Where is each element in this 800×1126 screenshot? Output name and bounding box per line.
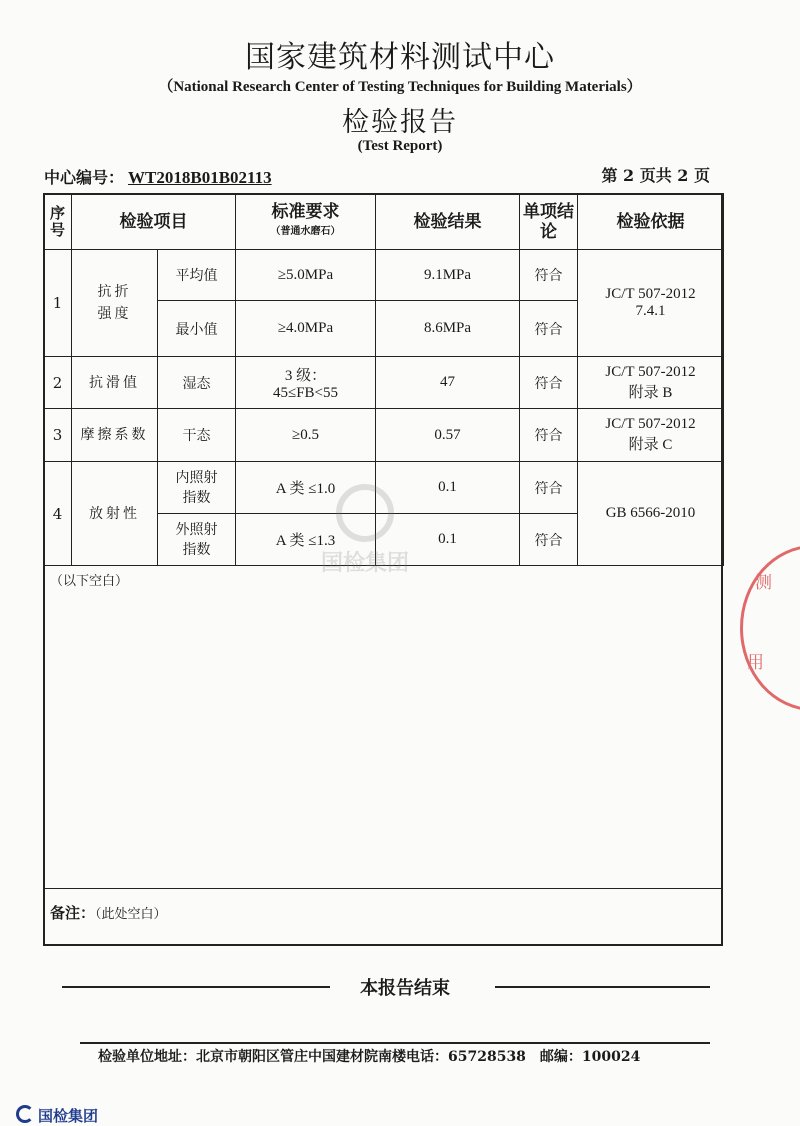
- verdict: 符合: [520, 357, 578, 409]
- header-std: [236, 194, 376, 250]
- basis: [578, 357, 724, 409]
- requirement-line-1: 3 级：: [284, 367, 327, 384]
- company-logo: [16, 1105, 98, 1126]
- table-row: [44, 357, 724, 409]
- verdict: 符合: [520, 514, 578, 566]
- org-title-en: （National Research Center of Testing Techniques for Building Materials）: [158, 79, 642, 95]
- sub-item: 平均值: [158, 250, 236, 301]
- basis-line-2: 附录 B: [628, 384, 673, 401]
- verdict: 符合: [520, 409, 578, 462]
- basis-line-2: 7.4.1: [635, 303, 666, 319]
- result: 47: [376, 357, 520, 409]
- basis: [578, 250, 724, 357]
- sub-item-line-2: 指数: [182, 489, 211, 506]
- sub-item-line-1: 外照射: [175, 521, 218, 538]
- address-divider: [80, 1042, 710, 1044]
- seal-stamp: [740, 545, 800, 711]
- report-title-cn: 检验报告: [342, 107, 458, 138]
- sub-item: [158, 462, 236, 514]
- remark: [50, 902, 167, 923]
- sub-item: 最小值: [158, 301, 236, 357]
- sub-item: 湿态: [158, 357, 236, 409]
- report-end: 本报告结束: [360, 978, 450, 999]
- page-number: 第 2 页共 2 页: [601, 166, 710, 185]
- basis-line-1: JC/T 507-2012: [605, 363, 696, 380]
- remark-divider: [43, 888, 723, 889]
- table-row: [44, 409, 724, 462]
- address: 检验单位地址：北京市朝阳区管庄中国建材院南楼电话：65728538 邮编：100024: [98, 1049, 641, 1065]
- below-blank-note: （以下空白）: [50, 574, 129, 589]
- requirement: ≥0.5: [236, 409, 376, 462]
- row-seq: 2: [44, 357, 72, 409]
- basis: GB 6566-2010: [578, 462, 724, 566]
- end-line-left: [62, 986, 330, 988]
- result: 0.57: [376, 409, 520, 462]
- sub-item-line-1: 内照射: [175, 469, 218, 486]
- requirement: A 类 ≤1.3: [236, 514, 376, 566]
- table-row: [44, 250, 724, 301]
- basis-line-2: 附录 C: [628, 437, 673, 453]
- sub-item: [158, 514, 236, 566]
- center-number-value: WT2018B01B02113: [128, 168, 272, 187]
- header-verdict: 单项结论: [520, 194, 578, 250]
- report-title-en: (Test Report): [357, 138, 443, 154]
- requirement: [236, 357, 376, 409]
- header-item: 检验项目: [72, 194, 236, 250]
- result: 9.1MPa: [376, 250, 520, 301]
- result: 8.6MPa: [376, 301, 520, 357]
- remark-text: （此处空白）: [95, 907, 167, 922]
- row-item: 放射性: [72, 462, 158, 566]
- stamp-text-2: 用: [747, 653, 764, 673]
- row-item: 抗折强度: [72, 250, 158, 357]
- requirement: ≥4.0MPa: [236, 301, 376, 357]
- watermark-logo: [300, 478, 430, 578]
- verdict: 符合: [520, 301, 578, 357]
- row-item: 抗滑值: [72, 357, 158, 409]
- row-seq: 1: [44, 250, 72, 357]
- remark-label: 备注：: [50, 904, 96, 922]
- basis-line-1: JC/T 507-2012: [605, 416, 696, 432]
- sub-item: 干态: [158, 409, 236, 462]
- header-result: 检验结果: [376, 194, 520, 250]
- row-seq: 4: [44, 462, 72, 566]
- basis: [578, 409, 724, 462]
- row-item: 摩擦系数: [72, 409, 158, 462]
- logo-icon: [16, 1105, 34, 1123]
- stamp-text-1: 测: [755, 573, 772, 593]
- table-header-row: [44, 194, 724, 250]
- center-number: [44, 165, 272, 188]
- result: 0.1: [376, 514, 520, 566]
- requirement-line-2: 45≤FB<55: [272, 384, 339, 401]
- watermark-text: 国检集团: [320, 551, 410, 576]
- requirement: A 类 ≤1.0: [236, 462, 376, 514]
- center-number-label: 中心编号：: [44, 168, 125, 187]
- result: 0.1: [376, 462, 520, 514]
- requirement: ≥5.0MPa: [236, 250, 376, 301]
- basis-line-1: JC/T 507-2012: [605, 286, 696, 302]
- end-line-right: [495, 986, 710, 988]
- verdict: 符合: [520, 250, 578, 301]
- header-seq: 序号: [44, 194, 72, 250]
- verdict: 符合: [520, 462, 578, 514]
- logo-text: 国检集团: [38, 1107, 99, 1125]
- header-std-label: 标准要求: [271, 201, 340, 222]
- org-title-cn: 国家建筑材料测试中心: [245, 40, 555, 75]
- sub-item-line-2: 指数: [182, 541, 211, 558]
- row-seq: 3: [44, 409, 72, 462]
- header-std-note: （普通水磨石）: [270, 225, 341, 237]
- header-basis: 检验依据: [578, 194, 724, 250]
